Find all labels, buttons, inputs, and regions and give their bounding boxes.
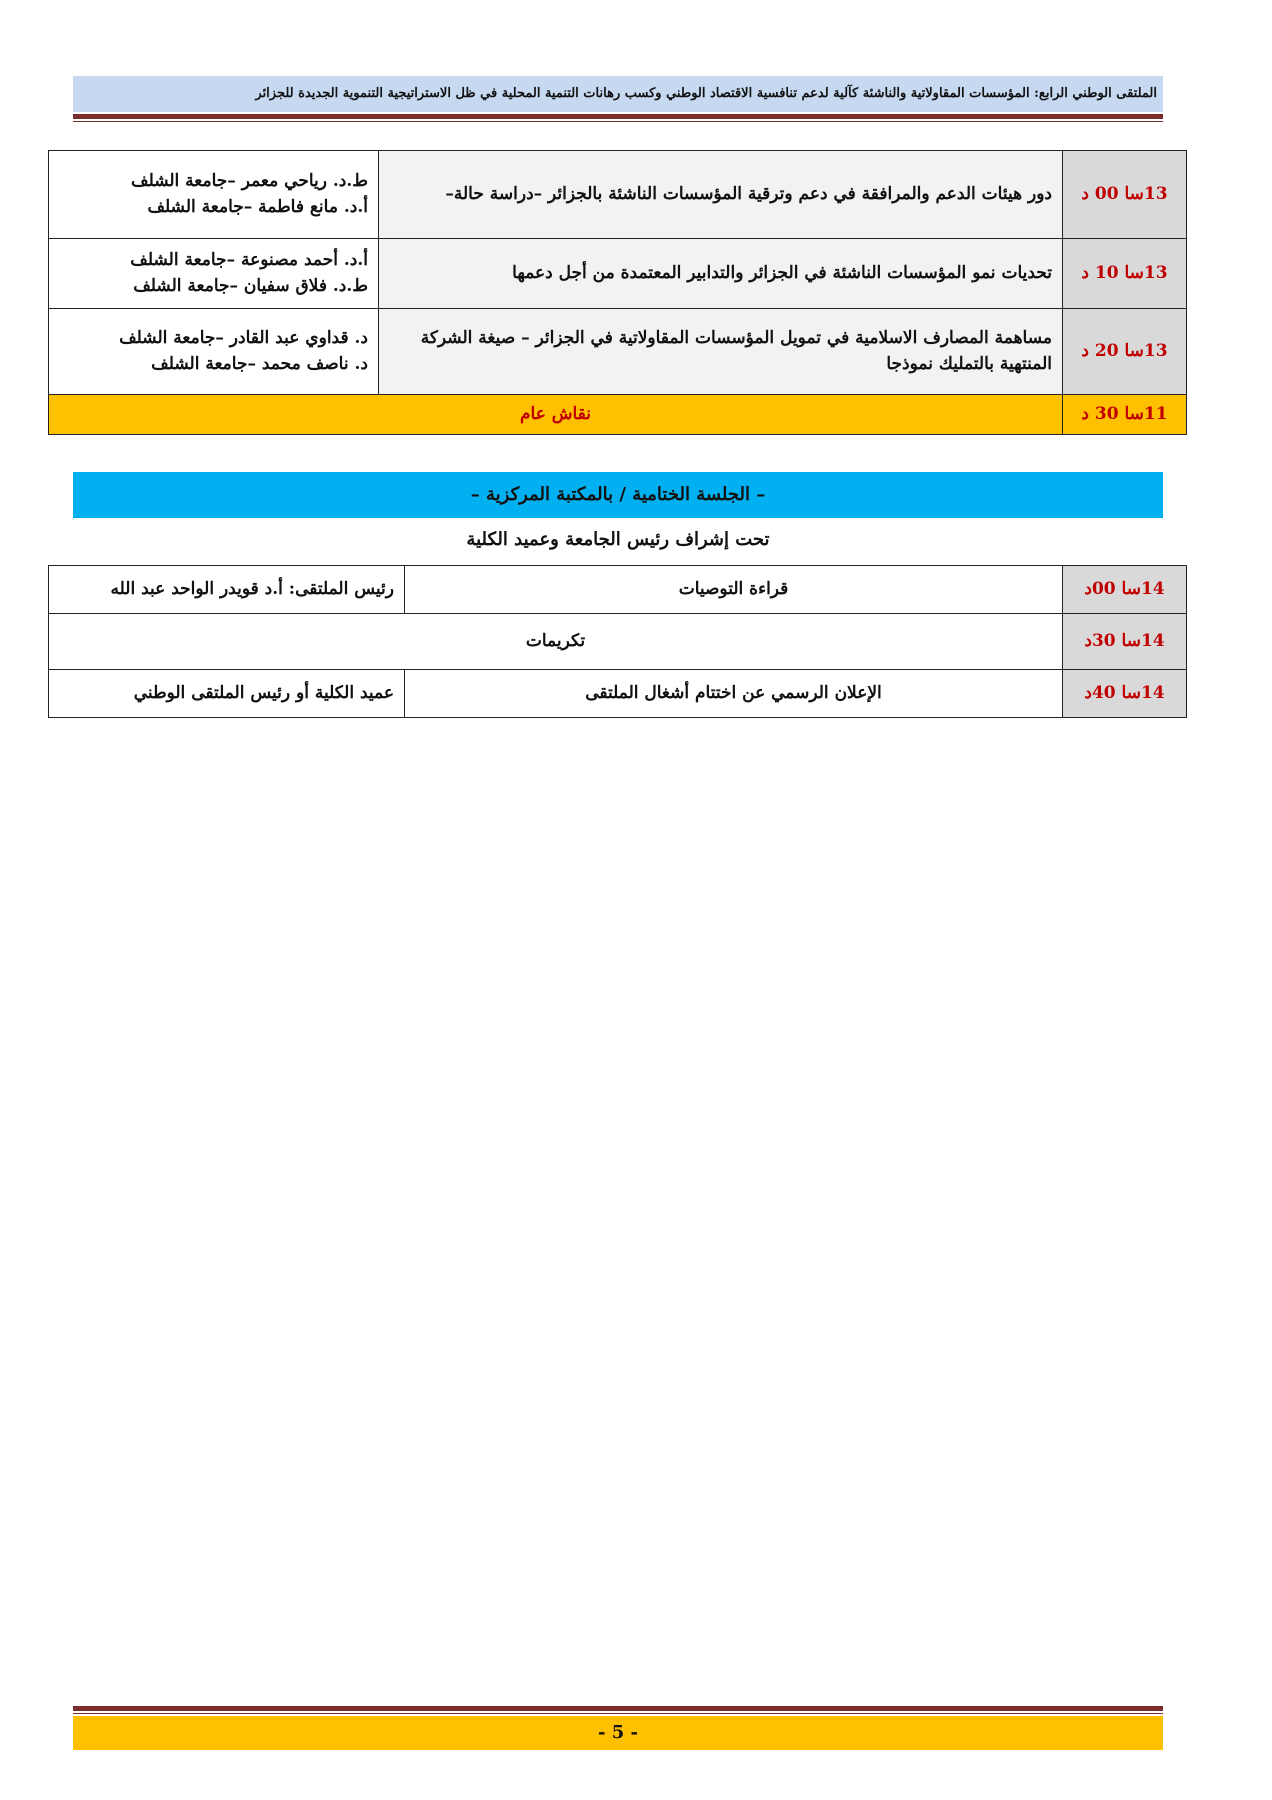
time-cell: 13سا 10 د — [1063, 239, 1187, 309]
paper-title: دور هيئات الدعم والمرافقة في دعم وترقية المؤسسات الناشئة بالجزائر –دراسة حالة– — [379, 151, 1063, 239]
time-cell: 13سا 00 د — [1063, 151, 1187, 239]
closing-session-title: – الجلسة الختامية / بالمكتبة المركزية – — [73, 472, 1163, 518]
table-row — [49, 670, 1187, 718]
presenter-name: أ.د. أحمد مصنوعة –جامعة الشلف — [130, 250, 368, 270]
time-cell: 11سا 30 د — [1063, 395, 1187, 435]
closing-session-subtitle: تحت إشراف رئيس الجامعة وعميد الكلية — [466, 529, 770, 550]
table-row — [49, 239, 1187, 309]
presenter-name: د. قداوي عبد القادر –جامعة الشلف — [119, 328, 368, 348]
table-row — [49, 309, 1187, 395]
table-row — [49, 566, 1187, 614]
responsible-cell: عميد الكلية أو رئيس الملتقى الوطني — [49, 670, 405, 718]
time-cell: 14سا 00د — [1063, 566, 1187, 614]
footer-rule-thin — [73, 1713, 1163, 1714]
session-schedule-table — [48, 150, 1187, 435]
presenters-cell — [49, 239, 379, 309]
paper-title: مساهمة المصارف الاسلامية في تمويل المؤسسات المقاولاتية في الجزائر – صيغة الشركة المنتهية بالتمليك نموذجا — [379, 309, 1063, 395]
presenter-name: د. ناصف محمد –جامعة الشلف — [151, 353, 368, 374]
presenter-name: ط.د. فلاق سفيان –جامعة الشلف — [133, 275, 368, 296]
time-cell: 13سا 20 د — [1063, 309, 1187, 395]
presenter-name: أ.د. مانع فاطمة –جامعة الشلف — [147, 196, 368, 217]
activity-cell: قراءة التوصيات — [405, 566, 1063, 614]
header-rule — [73, 114, 1163, 119]
header-rule-thin — [73, 121, 1163, 122]
running-header: الملتقى الوطني الرابع: المؤسسات المقاولاتية والناشئة كآلية لدعم تنافسية الاقتصاد الوطني وكسب رهانات التنمية المحلية في ظل الاستراتيجية التنموية الجديدة للجزائر — [73, 76, 1163, 112]
table-row — [49, 614, 1187, 670]
table-row — [49, 151, 1187, 239]
footer-rule — [73, 1706, 1163, 1711]
discussion-label: نقاش عام — [49, 395, 1063, 435]
presenter-name: ط.د. رياحي معمر –جامعة الشلف — [130, 171, 368, 191]
time-cell: 14سا 30د — [1063, 614, 1187, 670]
activity-cell: تكريمات — [49, 614, 1063, 670]
closing-schedule-table — [48, 565, 1187, 718]
discussion-row — [49, 395, 1187, 435]
activity-cell: الإعلان الرسمي عن اختتام أشغال الملتقى — [405, 670, 1063, 718]
time-cell: 14سا 40د — [1063, 670, 1187, 718]
responsible-cell: رئيس الملتقى: أ.د قويدر الواحد عبد الله — [49, 566, 405, 614]
presenters-cell — [49, 309, 379, 395]
page-number: - 5 - — [73, 1716, 1163, 1750]
presenters-cell — [49, 151, 379, 239]
paper-title: تحديات نمو المؤسسات الناشئة في الجزائر والتدابير المعتمدة من أجل دعمها — [379, 239, 1063, 309]
